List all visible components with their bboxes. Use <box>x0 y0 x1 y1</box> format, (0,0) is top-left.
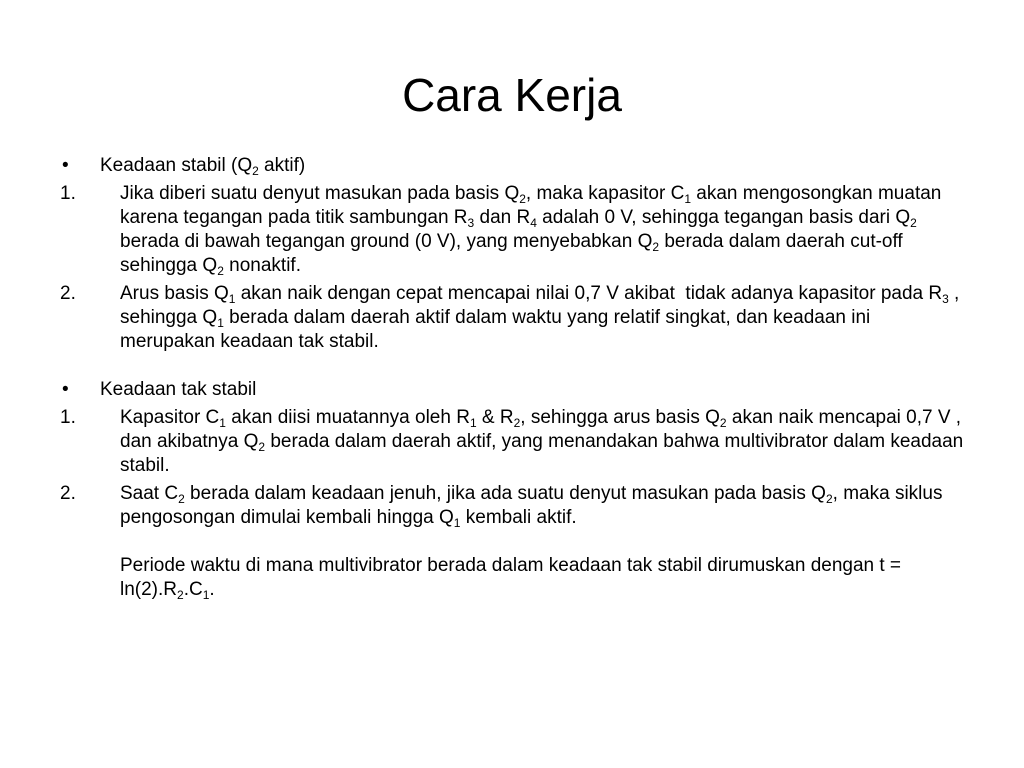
slide-title: Cara Kerja <box>402 69 622 121</box>
section-unstable-heading <box>60 378 970 402</box>
list-number: 2. <box>60 283 76 304</box>
section-stable-heading <box>60 154 970 178</box>
section-heading-text: Keadaan tak stabil <box>100 379 257 400</box>
section-heading-text: Keadaan stabil ($Q_2$ aktif) <box>100 155 306 178</box>
period-formula-note: Periode waktu di mana multivibrator berada dalam keadaan tak stabil dirumuskan dengan $t = \ln(2).R_2.C_1$. <box>120 555 902 602</box>
list-item-text: Arus basis $Q_1$ akan naik dengan cepat mencapai nilai 0,7 V akibat tidak adanya kapasitor pada $R_3$ , sehingga $Q_1$ berada dalam daerah aktif dalam waktu yang relatif singkat, dan keadaan ini merupakan keadaan tak stabil. <box>120 283 960 352</box>
list-item-text: Jika diberi suatu denyut masukan pada basis $Q_2$, maka kapasitor $C_1$ akan mengosongkan muatan karena tegangan pada titik sambungan $R_3$ dan $R_4$ adalah 0 V, sehingga tegangan basis dari $Q_2$ berada di bawah tegangan ground (0 V), yang menyebabkan $Q_2$ berada dalam daerah cut-off sehingga $Q_2$ nonaktif. <box>120 183 942 278</box>
list-number: 2. <box>60 483 76 504</box>
slide-body <box>60 154 970 602</box>
list-item <box>60 406 970 478</box>
list-item-text: Kapasitor $C_1$ akan diisi muatannya oleh $R_1$ & $R_2$, sehingga arus basis $Q_2$ akan naik mencapai 0,7 V , dan akibatnya $Q_2$ berada dalam daerah aktif, yang menandakan bahwa multivibrator dalam keadaan stabil. <box>120 407 964 476</box>
list-item <box>60 482 970 530</box>
list-item-text: Saat $C_2$ berada dalam keadaan jenuh, jika ada suatu denyut masukan pada basis $Q_2$, maka siklus pengosongan dimulai kembali hingga $Q_1$ kembali aktif. <box>120 483 943 530</box>
list-item <box>60 182 970 278</box>
bullet-marker: • <box>62 379 69 400</box>
list-number: 1. <box>60 407 76 428</box>
list-item <box>60 282 970 354</box>
list-number: 1. <box>60 183 76 204</box>
bullet-marker: • <box>62 155 69 176</box>
